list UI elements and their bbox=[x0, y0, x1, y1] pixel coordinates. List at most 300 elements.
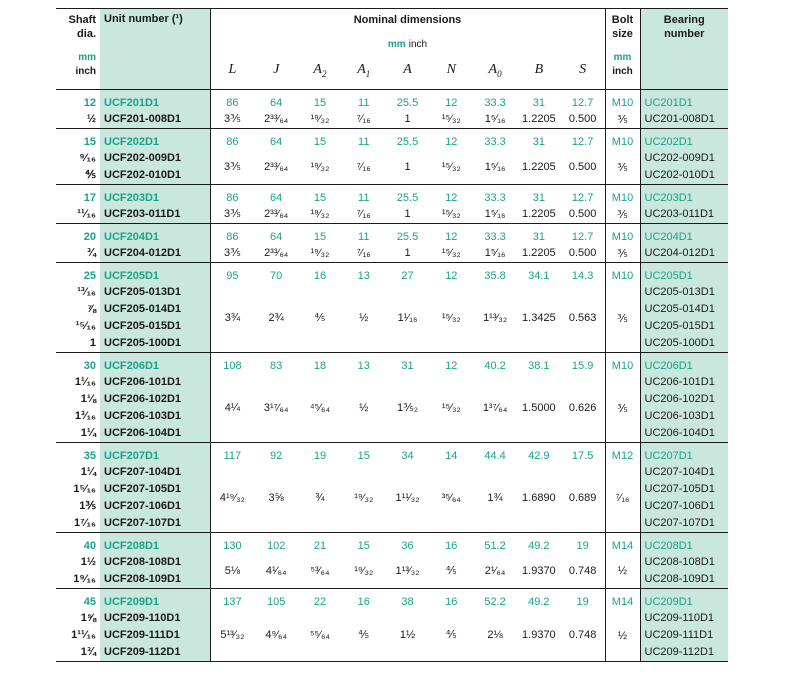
dim-inch-value: 2¾ bbox=[268, 312, 284, 324]
dims-inch-row bbox=[211, 554, 605, 588]
bearing-number-inch: UC205-100D1 bbox=[644, 337, 715, 349]
dim-inch-value: 0.500 bbox=[568, 161, 597, 173]
bolt-mm: M10 bbox=[611, 97, 634, 109]
shaft-mm: 17 bbox=[83, 192, 96, 204]
header-bolt-mm: mm bbox=[613, 52, 632, 63]
unit-number-mm: UCF204D1 bbox=[104, 231, 160, 243]
shaft-mm: 30 bbox=[83, 360, 96, 372]
table-row bbox=[56, 589, 728, 662]
dim-inch-value: 1.9370 bbox=[522, 565, 556, 577]
unit-number-inch: UCF203-011D1 bbox=[104, 208, 181, 220]
symbol-row bbox=[211, 62, 605, 79]
dim-mm-value: 19 bbox=[313, 450, 327, 462]
dim-inch-value: ¹⁹⁄₃₂ bbox=[354, 565, 374, 577]
dimensions-cell bbox=[210, 185, 605, 224]
dim-inch-value: ⁵³⁄₆₄ bbox=[310, 565, 330, 577]
dim-inch-value: 1.5000 bbox=[522, 402, 556, 414]
shaft-mm: 12 bbox=[83, 97, 96, 109]
bolt-size-cell bbox=[605, 263, 640, 353]
bearing-number-inch: UC207-106D1 bbox=[644, 500, 715, 512]
shaft-inch: ¾ bbox=[86, 247, 96, 259]
dim-mm-value: 16 bbox=[445, 540, 458, 552]
dims-inch-row bbox=[211, 374, 605, 442]
bearing-number-inch: UC201-008D1 bbox=[644, 113, 715, 125]
unit-number-inch: UCF205-100D1 bbox=[104, 337, 182, 349]
dim-inch-value: ¹⁹⁄₃₂ bbox=[310, 208, 330, 220]
dim-mm-value: 14 bbox=[445, 450, 458, 462]
bearing-number-mm: UC203D1 bbox=[644, 192, 693, 204]
table-row bbox=[56, 129, 728, 185]
dim-inch-value: 1³⁷⁄₆₄ bbox=[482, 402, 508, 414]
header-shaft bbox=[56, 9, 100, 90]
bolt-inch: ⅗ bbox=[617, 161, 628, 174]
bolt-size-cell bbox=[605, 533, 640, 589]
dim-mm-value: 64 bbox=[270, 136, 283, 148]
dim-mm-value: 16 bbox=[313, 270, 327, 282]
dim-inch-value: 1¹³⁄₃₂ bbox=[483, 312, 508, 324]
bolt-size-cell bbox=[605, 129, 640, 185]
dim-inch-value: ¹⁵⁄₃₂ bbox=[441, 312, 461, 324]
dim-mm-value: 11 bbox=[358, 231, 370, 243]
shaft-inch: ¹¹⁄₁₆ bbox=[77, 208, 96, 220]
symbol-letter: A bbox=[357, 62, 366, 77]
shaft-inch: 1³⁄₁₆ bbox=[74, 410, 96, 422]
unit-number-inch: UCF207-105D1 bbox=[104, 483, 182, 495]
unit-number-inch: UCF208-108D1 bbox=[104, 556, 182, 568]
symbol-8 bbox=[561, 62, 605, 79]
dim-inch-value: 4¼ bbox=[224, 402, 241, 414]
dim-mm-value: 31 bbox=[532, 192, 545, 204]
dim-inch-value: 1⅗₂ bbox=[396, 402, 419, 414]
dim-mm-value: 64 bbox=[270, 97, 283, 109]
unit-number-inch: UCF204-012D1 bbox=[104, 247, 182, 259]
bearing-number-mm: UC208D1 bbox=[644, 540, 693, 552]
dim-inch-value: 1⁵⁄₁₆ bbox=[484, 161, 506, 173]
dim-inch-value: ¹⁹⁄₃₂ bbox=[310, 161, 330, 173]
shaft-mm: 25 bbox=[83, 270, 96, 282]
bolt-mm: M14 bbox=[611, 596, 634, 608]
bolt-size-cell bbox=[605, 90, 640, 129]
dim-inch-value: 1.2205 bbox=[522, 161, 556, 173]
dim-inch-value: ¹⁹⁄₃₂ bbox=[354, 492, 374, 504]
dim-inch-value: 4⁹⁄₆₄ bbox=[265, 629, 287, 641]
bolt-mm: M10 bbox=[611, 231, 634, 243]
symbol-letter: L bbox=[228, 62, 237, 77]
header-bolt-label: Bolt size bbox=[611, 14, 634, 40]
bearing-number-inch: UC209-110D1 bbox=[644, 612, 715, 624]
dims-mm-row bbox=[211, 268, 605, 284]
symbol-2 bbox=[298, 62, 342, 79]
dim-mm-value: 14.3 bbox=[571, 270, 594, 282]
bolt-inch: ⅗ bbox=[617, 312, 628, 325]
shaft-inch: 1¼ bbox=[80, 427, 96, 439]
symbol-letter: N bbox=[446, 62, 456, 77]
bolt-mm: M10 bbox=[611, 270, 634, 282]
dimensions-cell bbox=[210, 589, 605, 662]
dim-inch-value: ½ bbox=[359, 402, 369, 414]
symbol-5 bbox=[429, 62, 473, 79]
shaft-mm: 45 bbox=[83, 596, 96, 608]
dim-inch-value: 3¹⁷⁄₆₄ bbox=[263, 402, 289, 414]
dim-mm-value: 35.8 bbox=[484, 270, 506, 282]
dim-mm-value: 18 bbox=[313, 360, 327, 372]
symbol-0 bbox=[211, 62, 255, 79]
dims-inch-row bbox=[211, 610, 605, 661]
dims-inch-row bbox=[211, 150, 605, 184]
dimensions-cell bbox=[210, 224, 605, 263]
dim-inch-value: 0.500 bbox=[568, 208, 597, 220]
bearing-number-inch: UC207-104D1 bbox=[644, 466, 715, 478]
dim-mm-value: 130 bbox=[223, 540, 242, 552]
dim-inch-value: ⁵⁵⁄₆₄ bbox=[310, 629, 330, 641]
bolt-inch: ½ bbox=[617, 565, 628, 577]
dim-inch-value: 1⁵⁄₁₆ bbox=[484, 247, 506, 259]
bolt-mm: M12 bbox=[611, 450, 634, 462]
dims-mm-row bbox=[211, 229, 605, 245]
dim-mm-value: 70 bbox=[270, 270, 283, 282]
dim-mm-value: 13 bbox=[357, 360, 370, 372]
unit-number-cell bbox=[100, 533, 210, 589]
dim-inch-value: 1 bbox=[404, 161, 411, 173]
dim-mm-value: 49.2 bbox=[528, 596, 550, 608]
unit-number-inch: UCF207-104D1 bbox=[104, 466, 182, 478]
symbol-letter: A bbox=[313, 62, 322, 77]
bearing-number-cell bbox=[640, 224, 728, 263]
dim-inch-value: ¹⁹⁄₃₂ bbox=[310, 247, 330, 259]
dim-mm-value: 19 bbox=[576, 540, 589, 552]
shaft-inch: ¹⁵⁄₁₆ bbox=[75, 320, 96, 332]
dim-inch-value: ½ bbox=[359, 312, 369, 324]
dim-mm-value: 11 bbox=[358, 97, 370, 109]
bolt-inch: ⁷⁄₁₆ bbox=[615, 492, 630, 504]
spec-table bbox=[56, 8, 728, 662]
dim-inch-value: ¹⁵⁄₃₂ bbox=[441, 402, 461, 414]
dim-inch-value: 0.500 bbox=[568, 113, 597, 125]
unit-number-inch: UCF202-009D1 bbox=[104, 152, 182, 164]
unit-number-inch: UCF207-106D1 bbox=[104, 500, 182, 512]
dim-mm-value: 11 bbox=[358, 192, 370, 204]
dim-mm-value: 15 bbox=[313, 231, 327, 243]
dim-mm-value: 52.2 bbox=[484, 596, 506, 608]
dim-mm-value: 86 bbox=[226, 136, 239, 148]
dim-mm-value: 15 bbox=[313, 136, 327, 148]
table-row bbox=[56, 533, 728, 589]
bearing-number-cell bbox=[640, 443, 728, 533]
symbol-subscript: 1 bbox=[365, 68, 371, 79]
dim-mm-value: 25.5 bbox=[396, 97, 419, 109]
unit-number-cell bbox=[100, 589, 210, 662]
dim-inch-value: ¾ bbox=[315, 492, 325, 504]
dim-mm-value: 33.3 bbox=[484, 192, 506, 204]
dim-mm-value: 12 bbox=[445, 231, 458, 243]
dim-inch-value: ⁷⁄₁₆ bbox=[356, 113, 371, 125]
dimensions-cell bbox=[210, 263, 605, 353]
symbol-letter: S bbox=[579, 62, 587, 77]
bearing-number-inch: UC202-010D1 bbox=[644, 169, 715, 181]
unit-number-cell bbox=[100, 90, 210, 129]
unit-number-inch: UCF206-104D1 bbox=[104, 427, 182, 439]
dims-mm-row bbox=[211, 538, 605, 554]
dim-inch-value: ⁴⁵⁄₆₄ bbox=[309, 402, 330, 414]
dim-mm-value: 12 bbox=[445, 97, 458, 109]
unit-number-cell bbox=[100, 224, 210, 263]
dim-inch-value: 1.2205 bbox=[522, 208, 556, 220]
unit-number-mm: UCF209D1 bbox=[104, 596, 160, 608]
dimensions-cell bbox=[210, 443, 605, 533]
dimensions-cell bbox=[210, 90, 605, 129]
dim-mm-value: 13 bbox=[357, 270, 370, 282]
shaft-inch: 1⁷⁄₁₆ bbox=[73, 517, 96, 529]
symbol-letter: J bbox=[273, 62, 280, 77]
dim-inch-value: 0.563 bbox=[568, 312, 597, 324]
dim-inch-value: ⁷⁄₁₆ bbox=[356, 208, 371, 220]
bearing-number-inch: UC208-109D1 bbox=[644, 573, 715, 585]
dim-mm-value: 102 bbox=[266, 540, 286, 552]
shaft-inch: 1⁵⁄₁₆ bbox=[73, 483, 96, 495]
dim-inch-value: ¹⁵⁄₃₂ bbox=[441, 208, 461, 220]
dim-mm-value: 33.3 bbox=[484, 97, 506, 109]
dim-inch-value: 5¹³⁄₃₂ bbox=[220, 629, 245, 641]
dim-inch-value: 1¹¹⁄₃₂ bbox=[395, 492, 420, 504]
bearing-number-inch: UC209-111D1 bbox=[644, 629, 714, 641]
bearing-number-inch: UC206-104D1 bbox=[644, 427, 715, 439]
header-shaft-mm: mm bbox=[78, 52, 96, 63]
unit-number-cell bbox=[100, 263, 210, 353]
unit-number-inch: UCF205-015D1 bbox=[104, 320, 182, 332]
shaft-inch: 1 bbox=[89, 337, 96, 349]
dim-mm-value: 25.5 bbox=[396, 192, 419, 204]
dim-mm-value: 108 bbox=[223, 360, 242, 372]
dim-mm-value: 31 bbox=[401, 360, 414, 372]
unit-number-mm: UCF203D1 bbox=[104, 192, 160, 204]
unit-number-mm: UCF208D1 bbox=[104, 540, 160, 552]
dim-inch-value: ⁷⁄₁₆ bbox=[356, 247, 371, 259]
shaft-inch: ⅞ bbox=[86, 303, 96, 315]
unit-number-inch: UCF202-010D1 bbox=[104, 169, 182, 181]
bolt-inch: ⅗ bbox=[617, 209, 628, 221]
dims-inch-row bbox=[211, 464, 605, 532]
dim-mm-value: 15 bbox=[313, 97, 327, 109]
dim-mm-value: 25.5 bbox=[396, 231, 419, 243]
header-nominal-label: Nominal dimensions bbox=[353, 14, 462, 26]
dim-mm-value: 86 bbox=[226, 192, 239, 204]
table-row bbox=[56, 224, 728, 263]
header-nominal-inch: inch bbox=[408, 39, 428, 50]
dim-inch-value: ⅘ bbox=[445, 629, 457, 641]
symbol-letter: A bbox=[403, 62, 412, 77]
dim-inch-value: 4¹⁹⁄₃₂ bbox=[219, 492, 245, 504]
dim-inch-value: 0.689 bbox=[568, 492, 597, 504]
dim-mm-value: 117 bbox=[223, 450, 242, 462]
dim-mm-value: 38 bbox=[401, 596, 414, 608]
dim-inch-value: 2³³⁄₆₄ bbox=[264, 113, 289, 125]
bolt-inch: ⅗ bbox=[617, 248, 628, 260]
dim-mm-value: 15 bbox=[357, 450, 370, 462]
unit-number-inch: UCF201-008D1 bbox=[104, 113, 182, 125]
unit-number-inch: UCF206-103D1 bbox=[104, 410, 182, 422]
table-row bbox=[56, 185, 728, 224]
symbol-1 bbox=[254, 62, 298, 79]
bearing-number-cell bbox=[640, 129, 728, 185]
dim-mm-value: 83 bbox=[270, 360, 283, 372]
bolt-size-cell bbox=[605, 224, 640, 263]
dim-inch-value: ⅘ bbox=[314, 312, 326, 324]
shaft-mm: 15 bbox=[83, 136, 96, 148]
dim-mm-value: 31 bbox=[532, 136, 545, 148]
dims-inch-row bbox=[211, 111, 605, 128]
dim-inch-value: 2¹⁄₆₄ bbox=[484, 565, 506, 577]
bearing-number-mm: UC207D1 bbox=[644, 450, 693, 462]
unit-number-cell bbox=[100, 185, 210, 224]
dim-inch-value: ¹⁵⁄₃₂ bbox=[441, 161, 461, 173]
dim-mm-value: 92 bbox=[270, 450, 283, 462]
bolt-size-cell bbox=[605, 353, 640, 443]
bolt-mm: M14 bbox=[611, 540, 634, 552]
shaft-inch: ⁹⁄₁₆ bbox=[79, 152, 96, 164]
dims-mm-row bbox=[211, 95, 605, 111]
dim-mm-value: 38.1 bbox=[528, 360, 550, 372]
unit-number-cell bbox=[100, 443, 210, 533]
shaft-cell bbox=[56, 90, 100, 129]
dim-mm-value: 12.7 bbox=[571, 192, 594, 204]
dim-inch-value: 1.3425 bbox=[522, 312, 556, 324]
dim-mm-value: 12 bbox=[445, 360, 458, 372]
dim-mm-value: 31 bbox=[532, 231, 545, 243]
dim-mm-value: 36 bbox=[401, 540, 414, 552]
dim-inch-value: ⅘ bbox=[358, 629, 370, 641]
unit-number-mm: UCF207D1 bbox=[104, 450, 160, 462]
dim-inch-value: 1 bbox=[404, 113, 411, 125]
unit-number-mm: UCF206D1 bbox=[104, 360, 160, 372]
dim-mm-value: 64 bbox=[270, 192, 283, 204]
bearing-number-inch: UC207-105D1 bbox=[644, 483, 715, 495]
header-bolt bbox=[605, 9, 640, 90]
dim-inch-value: 0.748 bbox=[568, 565, 597, 577]
bearing-number-inch: UC204-012D1 bbox=[644, 247, 715, 259]
symbol-subscript: 2 bbox=[321, 68, 327, 79]
dim-mm-value: 12 bbox=[445, 136, 458, 148]
unit-number-inch: UCF209-112D1 bbox=[104, 646, 181, 658]
shaft-inch: 1¼ bbox=[80, 466, 96, 478]
dim-mm-value: 15 bbox=[313, 192, 327, 204]
shaft-inch: 1¾ bbox=[80, 646, 96, 658]
dim-inch-value: 1¹³⁄₃₂ bbox=[395, 565, 420, 577]
unit-number-inch: UCF207-107D1 bbox=[104, 517, 182, 529]
dim-inch-value: ¹⁵⁄₃₂ bbox=[441, 247, 461, 259]
dim-mm-value: 51.2 bbox=[484, 540, 506, 552]
symbol-6 bbox=[473, 62, 517, 79]
dim-mm-value: 105 bbox=[266, 596, 286, 608]
header-bearing bbox=[640, 9, 728, 90]
dim-inch-value: 1⁵⁄₁₆ bbox=[484, 113, 506, 125]
symbol-4 bbox=[386, 62, 430, 79]
dim-mm-value: 12.7 bbox=[571, 136, 594, 148]
unit-number-inch: UCF209-111D1 bbox=[104, 629, 180, 641]
bearing-number-inch: UC205-013D1 bbox=[644, 286, 715, 298]
bearing-number-inch: UC208-108D1 bbox=[644, 556, 715, 568]
dims-mm-row bbox=[211, 190, 605, 206]
header-unit bbox=[100, 9, 210, 90]
dim-mm-value: 16 bbox=[357, 596, 370, 608]
shaft-inch: 1⅗ bbox=[79, 500, 96, 512]
dim-mm-value: 33.3 bbox=[484, 231, 506, 243]
dimensions-cell bbox=[210, 129, 605, 185]
bearing-number-inch: UC206-101D1 bbox=[644, 376, 715, 388]
shaft-inch: 1⁹⁄₁₆ bbox=[73, 573, 96, 585]
dim-inch-value: 3¾ bbox=[224, 312, 241, 324]
unit-number-inch: UCF206-102D1 bbox=[104, 393, 182, 405]
dim-inch-value: 3⅗ bbox=[224, 161, 241, 173]
bolt-inch: ½ bbox=[617, 629, 628, 642]
shaft-mm: 35 bbox=[83, 450, 96, 462]
table-row bbox=[56, 263, 728, 353]
dimensions-cell bbox=[210, 533, 605, 589]
dim-mm-value: 64 bbox=[270, 231, 283, 243]
header-nominal-mm: mm bbox=[387, 39, 406, 50]
unit-number-cell bbox=[100, 353, 210, 443]
dim-inch-value: 2⅛ bbox=[487, 629, 503, 641]
bearing-number-inch: UC205-015D1 bbox=[644, 320, 715, 332]
shaft-inch: 1⅝ bbox=[80, 612, 96, 624]
table-row bbox=[56, 443, 728, 533]
dimensions-cell bbox=[210, 353, 605, 443]
bearing-number-mm: UC206D1 bbox=[644, 360, 693, 372]
dim-mm-value: 44.4 bbox=[484, 450, 506, 462]
dim-mm-value: 17.5 bbox=[571, 450, 594, 462]
shaft-mm: 20 bbox=[83, 231, 96, 243]
shaft-cell bbox=[56, 129, 100, 185]
table-row bbox=[56, 353, 728, 443]
dim-mm-value: 12.7 bbox=[571, 231, 594, 243]
unit-number-inch: UCF209-110D1 bbox=[104, 612, 181, 624]
dim-inch-value: 1 bbox=[404, 208, 411, 220]
dim-inch-value: 0.626 bbox=[568, 402, 597, 414]
bearing-number-inch: UC209-112D1 bbox=[644, 646, 715, 658]
unit-number-mm: UCF202D1 bbox=[104, 136, 160, 148]
dim-mm-value: 11 bbox=[358, 136, 370, 148]
dims-mm-row bbox=[211, 134, 605, 150]
shaft-inch: 1⅛ bbox=[80, 393, 96, 405]
shaft-cell bbox=[56, 224, 100, 263]
dim-mm-value: 22 bbox=[313, 596, 327, 608]
bearing-number-inch: UC207-107D1 bbox=[644, 517, 715, 529]
shaft-inch: ⅘ bbox=[85, 169, 96, 181]
dim-inch-value: 1¹⁄₁₆ bbox=[397, 312, 418, 324]
dim-mm-value: 15.9 bbox=[571, 360, 594, 372]
table-row bbox=[56, 90, 728, 129]
unit-number-inch: UCF208-109D1 bbox=[104, 573, 182, 585]
dim-inch-value: 1.9370 bbox=[522, 629, 556, 641]
dim-inch-value: 3⅝ bbox=[268, 492, 284, 504]
dim-inch-value: 2³³⁄₆₄ bbox=[264, 208, 289, 220]
dims-inch-row bbox=[211, 206, 605, 223]
dim-mm-value: 137 bbox=[223, 596, 242, 608]
dim-mm-value: 15 bbox=[357, 540, 370, 552]
dim-mm-value: 86 bbox=[226, 97, 239, 109]
dim-inch-value: 1 bbox=[404, 247, 411, 259]
dim-inch-value: ¹⁵⁄₃₂ bbox=[441, 113, 461, 125]
header-shaft-label: Shaft dia. bbox=[68, 14, 96, 40]
symbol-letter: A bbox=[488, 62, 498, 77]
shaft-mm: 40 bbox=[83, 540, 96, 552]
bearing-number-cell bbox=[640, 185, 728, 224]
bearing-number-inch: UC203-011D1 bbox=[644, 208, 715, 220]
bolt-mm: M10 bbox=[611, 192, 634, 204]
dim-mm-value: 34 bbox=[401, 450, 414, 462]
symbol-subscript: 0 bbox=[497, 68, 502, 79]
dim-inch-value: 1.2205 bbox=[522, 113, 556, 125]
dim-mm-value: 19 bbox=[576, 596, 589, 608]
